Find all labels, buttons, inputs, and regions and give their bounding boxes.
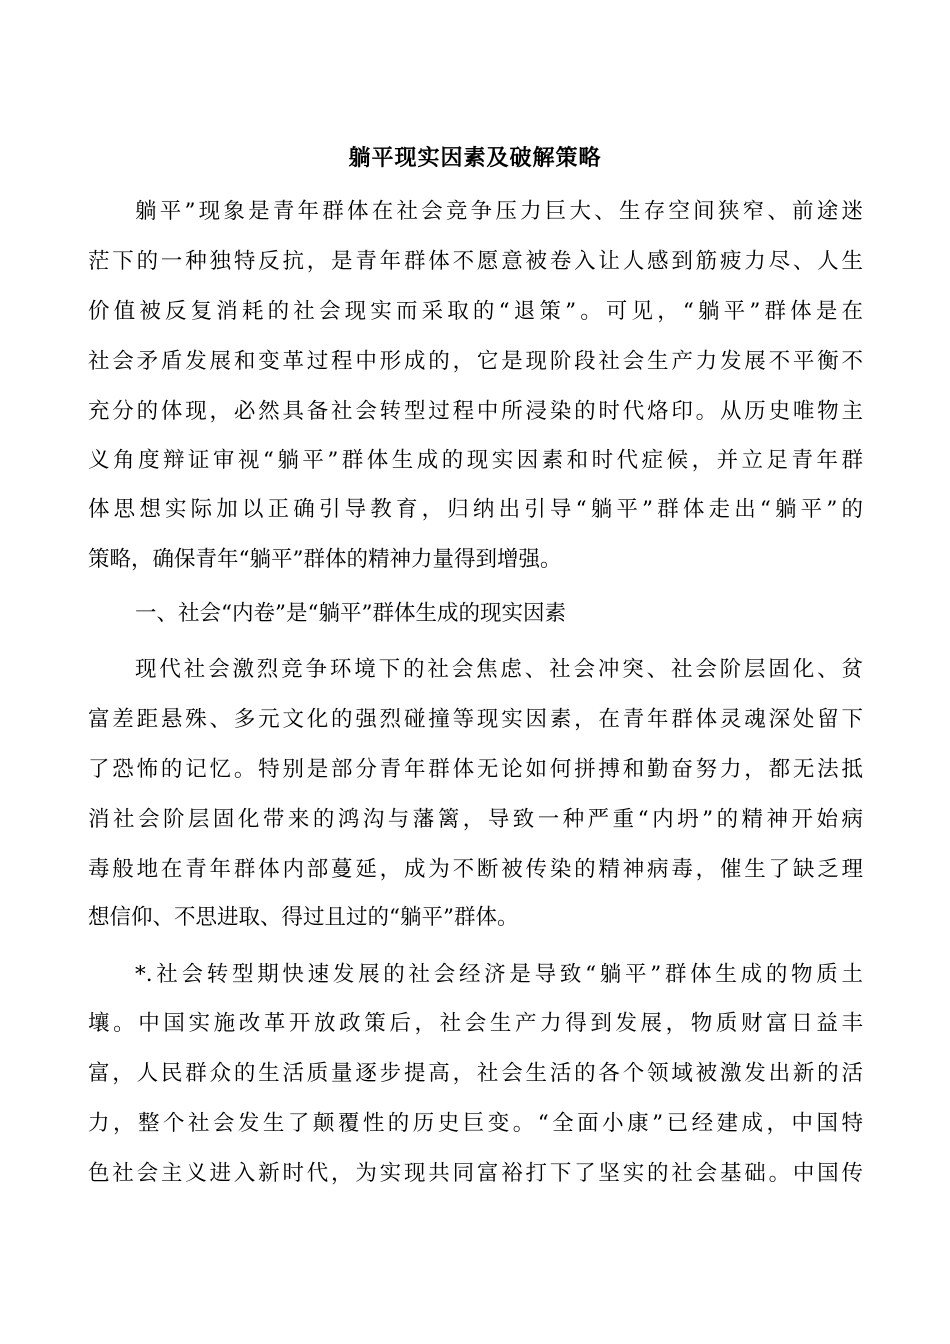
paragraph-line: 躺平”现象是青年群体在社会竞争压力巨大、生存空间狭窄、前途迷 — [135, 199, 863, 224]
paragraph-line: 壤。中国实施改革开放政策后，社会生产力得到发展，物质财富日益丰 — [88, 1011, 863, 1036]
paragraph-line: 充分的体现，必然具备社会转型过程中所浸染的时代烙印。从历史唯物主 — [88, 399, 863, 424]
paragraph-line: 体思想实际加以正确引导教育，归纳出引导“躺平”群体走出“躺平”的 — [88, 497, 863, 522]
paragraph-line: 社会矛盾发展和变革过程中形成的，它是现阶段社会生产力发展不平衡不 — [88, 349, 863, 374]
paragraph-line: 力，整个社会发生了颠覆性的历史巨变。“全面小康”已经建成，中国特 — [88, 1111, 863, 1136]
paragraph-line: 茫下的一种独特反抗，是青年群体不愿意被卷入让人感到筋疲力尽、人生 — [88, 249, 863, 274]
paragraph-line: 了恐怖的记忆。特别是部分青年群体无论如何拼搏和勤奋努力，都无法抵 — [88, 757, 863, 782]
document-title: 躺平现实因素及破解策略 — [348, 145, 602, 171]
section-heading: 一、社会“内卷”是“躺平”群体生成的现实因素 — [135, 601, 566, 626]
paragraph-line: 毒般地在青年群体内部蔓延，成为不断被传染的精神病毒，催生了缺乏理 — [88, 857, 863, 882]
paragraph-line: *.社会转型期快速发展的社会经济是导致“躺平”群体生成的物质土 — [135, 962, 863, 987]
paragraph-line: 义角度辩证审视“躺平”群体生成的现实因素和时代症候，并立足青年群 — [88, 448, 863, 473]
paragraph-line: 想信仰、不思进取、得过且过的“躺平”群体。 — [88, 905, 519, 930]
paragraph-line: 富，人民群众的生活质量逐步提高，社会生活的各个领域被激发出新的活 — [88, 1061, 863, 1086]
paragraph-line: 现代社会激烈竞争环境下的社会焦虑、社会冲突、社会阶层固化、贫 — [135, 657, 863, 682]
paragraph-line: 色社会主义进入新时代，为实现共同富裕打下了坚实的社会基础。中国传 — [88, 1161, 863, 1186]
paragraph-line: 富差距悬殊、多元文化的强烈碰撞等现实因素，在青年群体灵魂深处留下 — [88, 707, 863, 732]
paragraph-line: 价值被反复消耗的社会现实而采取的“退策”。可见，“躺平”群体是在 — [88, 299, 863, 324]
paragraph-line: 策略，确保青年“躺平”群体的精神力量得到增强。 — [88, 547, 562, 572]
paragraph-line: 消社会阶层固化带来的鸿沟与藩篱，导致一种严重“内坍”的精神开始病 — [88, 807, 863, 832]
